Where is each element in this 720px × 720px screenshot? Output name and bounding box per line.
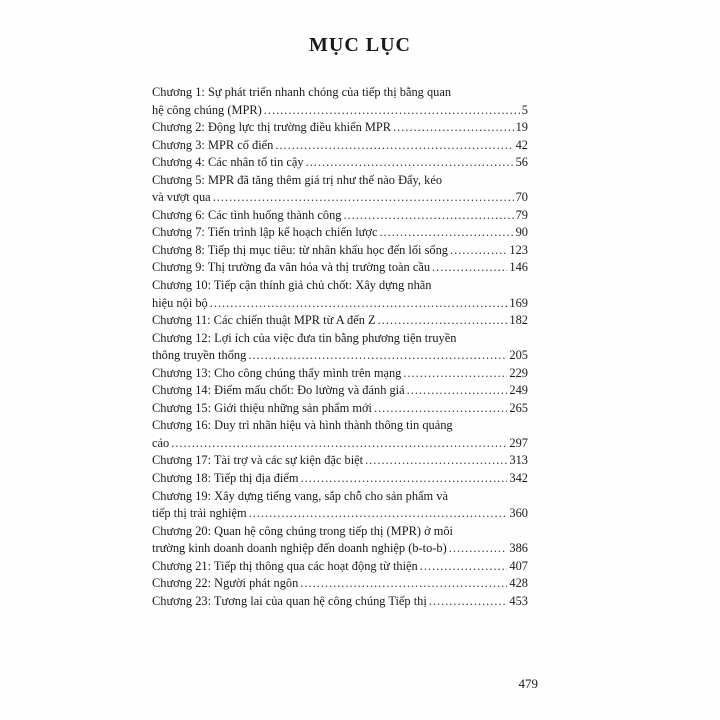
toc-entry-label: Chương 9: Thị trường đa văn hóa và thị trường toàn cầu — [152, 260, 431, 275]
toc-entry-page: 146 — [509, 260, 528, 275]
toc-entry — [152, 400, 528, 418]
toc-entry — [152, 224, 528, 242]
toc-entry-label: Chương 14: Điểm mấu chốt: Đo lường và đánh giá — [152, 383, 405, 398]
toc-entry-line — [152, 224, 528, 242]
toc-entry-page: 182 — [509, 313, 528, 328]
toc-entry-first-line: Chương 20: Quan hệ công chúng trong tiếp thị (MPR) ở môi — [152, 523, 453, 538]
toc-entry — [152, 593, 528, 611]
toc-entry-label: thông truyền thống — [152, 348, 247, 363]
toc-entry-line — [152, 400, 528, 418]
toc-entry-page: 265 — [509, 400, 528, 415]
toc-entry-line — [152, 435, 528, 453]
toc-entry-page: 407 — [509, 558, 528, 573]
toc-entry-page: 5 — [521, 102, 528, 117]
toc-entry-page: 56 — [515, 155, 528, 170]
page-number: 479 — [518, 676, 538, 691]
toc-entry — [152, 154, 528, 172]
toc-entry-label: Chương 2: Động lực thị trường điều khiển MPR — [152, 120, 392, 135]
toc-entry-label: Chương 8: Tiếp thị mục tiêu: từ nhân khẩu học đến lối sống — [152, 242, 449, 257]
toc-entry-label: Chương 6: Các tình huống thành công — [152, 207, 342, 222]
toc-entry-line — [152, 119, 528, 137]
dot-leader — [393, 119, 514, 137]
toc-entry-label: Chương 11: Các chiến thuật MPR từ A đến Z — [152, 313, 376, 328]
toc-entry-line — [152, 207, 528, 225]
toc-entry-page: 297 — [509, 435, 528, 450]
toc-entry-label: cáo — [152, 435, 170, 450]
toc-entry-first-line: Chương 16: Duy trì nhãn hiệu và hình thành thông tin quảng — [152, 418, 453, 433]
toc-entry-page: 313 — [509, 453, 528, 468]
toc-entry-line — [152, 154, 528, 172]
toc-entry-label: Chương 21: Tiếp thị thông qua các hoạt động từ thiện — [152, 558, 418, 573]
dot-leader — [365, 452, 507, 470]
dot-leader — [210, 295, 508, 313]
toc-entry-line — [152, 295, 528, 313]
toc-entry-first-line: Chương 19: Xây dựng tiếng vang, sắp chỗ cho sản phẩm và — [152, 488, 448, 503]
dot-leader — [378, 312, 508, 330]
toc-entry-page: 249 — [509, 383, 528, 398]
toc-entry-page: 386 — [509, 541, 528, 556]
dot-leader — [429, 593, 508, 611]
toc-entry-page: 428 — [509, 576, 528, 591]
toc-entry-line — [152, 312, 528, 330]
dot-leader — [306, 154, 514, 172]
dot-leader — [264, 102, 520, 120]
toc-entry — [152, 242, 528, 260]
dot-leader — [403, 365, 507, 383]
toc-entry-page: 342 — [509, 471, 528, 486]
dot-leader — [249, 505, 508, 523]
toc-entry-page: 90 — [515, 225, 528, 240]
toc-entry-line — [152, 558, 528, 576]
toc-entry — [152, 382, 528, 400]
toc-entry — [152, 365, 528, 383]
dot-leader — [420, 558, 508, 576]
toc-entry-first-line: Chương 1: Sự phát triển nhanh chóng của tiếp thị bằng quan — [152, 85, 452, 99]
toc-entry — [152, 84, 528, 119]
toc-entry — [152, 470, 528, 488]
toc-entry-page: 19 — [515, 120, 528, 135]
toc-entry-line — [152, 593, 528, 611]
toc-entry — [152, 330, 528, 365]
toc-entry — [152, 259, 528, 277]
toc-entry-line — [152, 347, 528, 365]
toc-entry — [152, 172, 528, 207]
dot-leader — [379, 224, 513, 242]
toc-entry-label: Chương 7: Tiến trình lập kế hoạch chiến lược — [152, 225, 378, 240]
toc-entry-line — [152, 382, 528, 400]
toc-entry-line — [152, 575, 528, 593]
toc-entry-line — [152, 470, 528, 488]
dot-leader — [343, 207, 513, 225]
toc-entry-line — [152, 259, 528, 277]
toc-entry-line — [152, 189, 528, 207]
toc-entry-label: Chương 15: Giới thiệu những sản phẩm mới — [152, 400, 372, 415]
dot-leader — [432, 259, 507, 277]
toc-entry — [152, 488, 528, 523]
dot-leader — [248, 347, 507, 365]
toc-entry-label: Chương 22: Người phát ngôn — [152, 576, 299, 591]
toc-entry-page: 79 — [515, 207, 528, 222]
table-of-contents — [152, 84, 528, 610]
dot-leader — [300, 470, 507, 488]
toc-entry — [152, 207, 528, 225]
toc-entry — [152, 277, 528, 312]
toc-entry-line — [152, 102, 528, 120]
dot-leader — [407, 382, 508, 400]
toc-entry-label: Chương 4: Các nhân tố tin cậy — [152, 155, 304, 170]
toc-entry — [152, 558, 528, 576]
toc-entry — [152, 452, 528, 470]
toc-entry-page: 123 — [509, 242, 528, 257]
toc-entry — [152, 312, 528, 330]
toc-entry-page: 360 — [509, 506, 528, 521]
toc-entry — [152, 119, 528, 137]
toc-entry-page: 229 — [509, 365, 528, 380]
toc-entry-line — [152, 137, 528, 155]
toc-entry-label: hiệu nội bộ — [152, 295, 208, 310]
toc-entry-label: Chương 18: Tiếp thị địa điểm — [152, 471, 299, 486]
toc-entry-label: trường kinh doanh doanh nghiệp đến doanh nghiệp (b-to-b) — [152, 541, 447, 556]
dot-leader — [213, 189, 514, 207]
toc-entry-label: và vượt qua — [152, 190, 211, 205]
dot-leader — [300, 575, 507, 593]
toc-entry-label: tiếp thị trải nghiệm — [152, 506, 247, 521]
toc-entry-page: 169 — [509, 295, 528, 310]
toc-entry-first-line: Chương 12: Lợi ích của việc đưa tin bằng phương tiện truyền — [152, 330, 457, 345]
toc-entry-page: 453 — [509, 593, 528, 608]
dot-leader — [374, 400, 507, 418]
toc-entry-first-line: Chương 5: MPR đã tăng thêm giá trị như thế nào Đẩy, kéo — [152, 172, 443, 187]
toc-entry-line — [152, 540, 528, 558]
toc-entry — [152, 417, 528, 452]
toc-entry-label: Chương 3: MPR cổ điển — [152, 137, 274, 152]
toc-entry-line — [152, 365, 528, 383]
toc-entry-page: 70 — [515, 190, 528, 205]
toc-entry-label: Chương 23: Tương lai của quan hệ công chúng Tiếp thị — [152, 593, 427, 608]
toc-entry-page: 205 — [509, 348, 528, 363]
toc-entry-line — [152, 452, 528, 470]
toc-entry-label: Chương 17: Tài trợ và các sự kiện đặc biệt — [152, 453, 364, 468]
dot-leader — [450, 242, 507, 260]
toc-entry-line — [152, 505, 528, 523]
page-title: MỤC LỤC — [309, 34, 411, 56]
toc-entry — [152, 137, 528, 155]
dot-leader — [275, 137, 513, 155]
toc-entry — [152, 523, 528, 558]
toc-entry — [152, 575, 528, 593]
dot-leader — [449, 540, 508, 558]
toc-entry-page: 42 — [515, 137, 528, 152]
toc-entry-line — [152, 242, 528, 260]
toc-entry-first-line: Chương 10: Tiếp cận thính giả chủ chốt: Xây dựng nhãn — [152, 278, 432, 293]
dot-leader — [171, 435, 507, 453]
toc-entry-label: hệ công chúng (MPR) — [152, 102, 262, 117]
toc-entry-label: Chương 13: Cho công chúng thấy mình trên mạng — [152, 365, 402, 380]
